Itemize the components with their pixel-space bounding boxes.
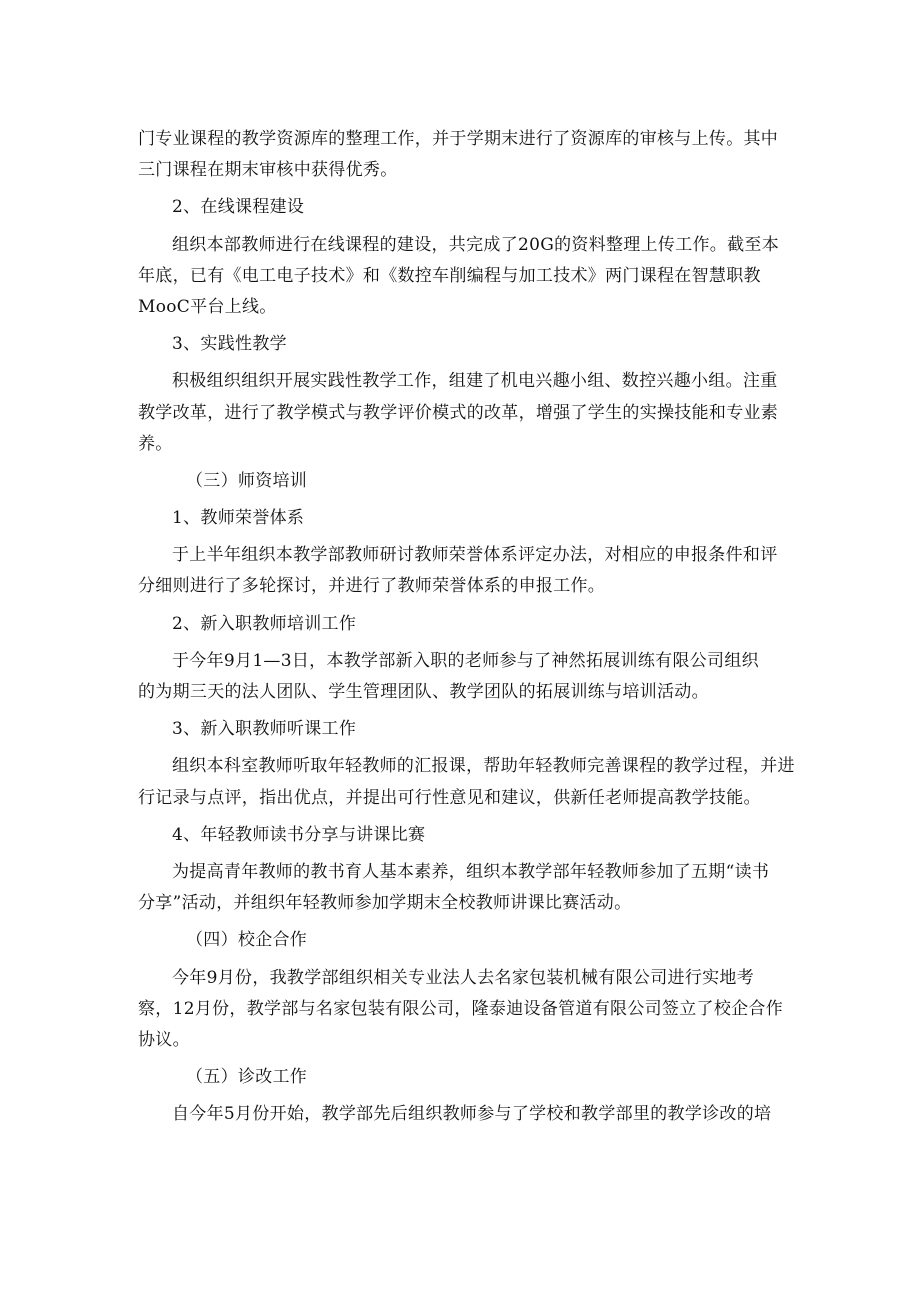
block-spacer xyxy=(138,1130,788,1136)
paragraph xyxy=(138,124,788,186)
paragraph xyxy=(138,230,788,324)
paragraph xyxy=(138,540,788,602)
paragraph-line: 于上半年组织本教学部教师研讨教师荣誉体系评定办法，对相应的申报条件和评 xyxy=(172,545,778,566)
paragraph-line: 组织本科室教师听取年轻教师的汇报课，帮助年轻教师完善课程的教学过程，并进 xyxy=(172,756,795,777)
section-heading xyxy=(138,466,788,497)
paragraph xyxy=(138,366,788,460)
paragraph-line: 自今年5月份开始，教学部先后组织教师参与了学校和教学部里的教学诊改的培 xyxy=(172,1104,772,1125)
paragraph-line: MooC平台上线。 xyxy=(138,296,277,317)
section-heading xyxy=(138,1062,788,1093)
paragraph-line: 的为期三天的法人团队、学生管理团队、教学团队的拓展训练与培训活动。 xyxy=(138,682,709,702)
heading-text: 1、教师荣誉体系 xyxy=(172,508,305,529)
paragraph-line: 积极组织组织开展实践性教学工作，组建了机电兴趣小组、数控兴趣小组。注重 xyxy=(172,371,778,392)
section-heading xyxy=(138,609,788,640)
paragraph-line: 分享”活动，并组织年轻教师参加学期末全校教师讲课比赛活动。 xyxy=(138,893,632,914)
paragraph-line: 门专业课程的教学资源库的整理工作，并于学期末进行了资源库的审核与上传。其中 xyxy=(138,129,779,149)
paragraph xyxy=(138,963,788,1057)
heading-text: 3、实践性教学 xyxy=(172,334,287,355)
paragraph-line: 分细则进行了多轮探讨，并进行了教师荣誉体系的申报工作。 xyxy=(138,576,606,597)
heading-text: 2、在线课程建设 xyxy=(172,197,305,218)
paragraph-line: 为提高青年教师的教书育人基本素养，组织本教学部年轻教师参加了五期“读书 xyxy=(172,861,770,882)
paragraph-line: 年底，已有《电工电子技术》和《数控车削编程与加工技术》两门课程在智慧职教 xyxy=(138,265,761,286)
paragraph xyxy=(138,751,795,813)
section-heading xyxy=(138,714,788,745)
paragraph-line: 三门课程在期末审核中获得优秀。 xyxy=(138,160,398,181)
heading-text: （三）师资培训 xyxy=(186,470,308,491)
section-heading xyxy=(138,329,788,360)
heading-text: （四）校企合作 xyxy=(186,930,308,951)
paragraph-line: 行记录与点评，指出优点，并提出可行性意见和建议，供新任老师提高教学技能。 xyxy=(138,787,761,808)
heading-text: 4、年轻教师读书分享与讲课比赛 xyxy=(172,824,426,845)
paragraph-line: 于今年9月1—3日，本教学部新入职的老师参与了神然拓展训练有限公司组织 xyxy=(172,650,759,671)
paragraph-line: 教学改革，进行了教学模式与教学评价模式的改革，增强了学生的实操技能和专业素 xyxy=(138,402,779,423)
document-body xyxy=(138,124,795,1136)
paragraph-line: 察，12月份，教学部与名家包装有限公司，隆泰迪设备管道有限公司签立了校企合作 xyxy=(138,998,784,1019)
heading-text: （五）诊改工作 xyxy=(186,1067,308,1088)
paragraph xyxy=(138,646,788,708)
heading-text: 3、新入职教师听课工作 xyxy=(172,719,357,740)
heading-text: 2、新入职教师培训工作 xyxy=(172,613,357,634)
section-heading xyxy=(138,820,788,851)
section-heading xyxy=(138,503,788,534)
paragraph xyxy=(138,1099,788,1130)
section-heading xyxy=(138,192,788,223)
paragraph-line: 今年9月份，我教学部组织相关专业法人去名家包装机械有限公司进行实地考 xyxy=(172,967,755,988)
paragraph-line: 组织本部教师进行在线课程的建设，共完成了20G的资料整理上传工作。截至本 xyxy=(172,234,780,255)
section-heading xyxy=(138,925,788,956)
paragraph-line: 养。 xyxy=(138,433,173,454)
paragraph-line: 协议。 xyxy=(138,1029,190,1050)
paragraph xyxy=(138,857,788,919)
